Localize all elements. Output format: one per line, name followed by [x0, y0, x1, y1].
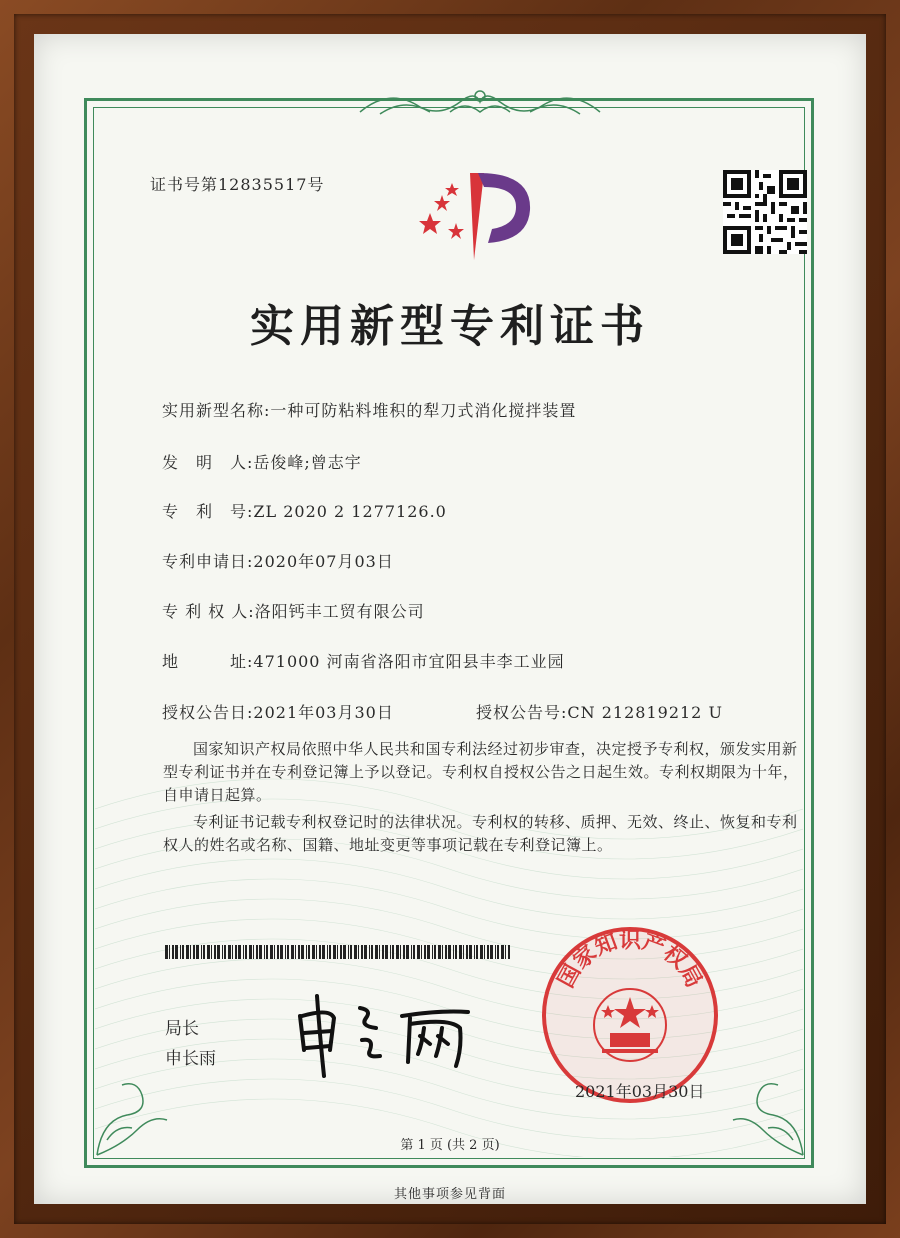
field-label: 专 利 号:: [162, 502, 254, 521]
patent-logo-icon: [412, 165, 542, 265]
field-label: 地 址:: [162, 652, 254, 671]
field-label: 发 明 人:: [162, 453, 254, 472]
field-value: 471000 河南省洛阳市宜阳县丰李工业园: [253, 652, 565, 671]
signature-title: 局长: [165, 1019, 199, 1039]
field-patent-number: [162, 499, 447, 522]
certificate-number: 证书号第12835517号: [150, 175, 325, 194]
signature-name: 申长雨: [165, 1049, 216, 1069]
top-ornament: [350, 82, 610, 122]
field-grant-number: [476, 700, 723, 723]
back-note: 其他事项参见背面: [393, 1187, 506, 1202]
page-number: 第 1 页 (共 2 页): [400, 1138, 500, 1153]
official-seal-icon: [540, 925, 720, 1105]
paragraph-grant-statement: 国家知识产权局依照中华人民共和国专利法经过初步审查，决定授予专利权，颁发实用新型专利证书并在专利登记簿上予以登记。专利权自授权公告之日起生效。专利权期限为十年，自申请日起算。: [163, 740, 799, 804]
field-label: 专 利 权 人:: [162, 602, 255, 621]
field-utility-model-name: [162, 398, 576, 421]
paragraph-legal-status: 专利证书记载专利权登记时的法律状况。专利权的转移、质押、无效、终止、恢复和专利权人的姓名或名称、国籍、地址变更等事项记载在专利登记簿上。: [163, 813, 798, 854]
field-address: [162, 649, 565, 672]
field-filing-date: [162, 549, 394, 572]
field-grant-date: [162, 700, 394, 723]
field-label: 实用新型名称:: [162, 401, 271, 420]
field-value: ZL 2020 2 1277126.0: [253, 502, 447, 521]
certificate-title: 实用新型专利证书: [250, 301, 650, 352]
qr-code-icon: [722, 170, 808, 254]
field-patentee: [162, 599, 425, 622]
field-label: 授权公告号:: [476, 703, 568, 722]
field-value: 一种可防粘料堆积的犁刀式消化搅拌装置: [270, 401, 577, 420]
barcode: [165, 945, 510, 959]
field-label: 专利申请日:: [162, 552, 254, 571]
field-value: 洛阳钙丰工贸有限公司: [254, 602, 425, 621]
field-value: CN 212819212 U: [567, 703, 723, 722]
handwritten-signature: [290, 988, 480, 1078]
field-value: 2021年03月30日: [253, 703, 394, 722]
field-inventor: [162, 450, 362, 473]
seal-date: 2021年03月30日: [575, 1082, 705, 1101]
field-label: 授权公告日:: [162, 703, 254, 722]
field-value: 2020年07月03日: [253, 552, 394, 571]
seal-text: 国家知识产权局: [553, 928, 707, 993]
field-value: 岳俊峰;曾志宇: [253, 453, 362, 472]
